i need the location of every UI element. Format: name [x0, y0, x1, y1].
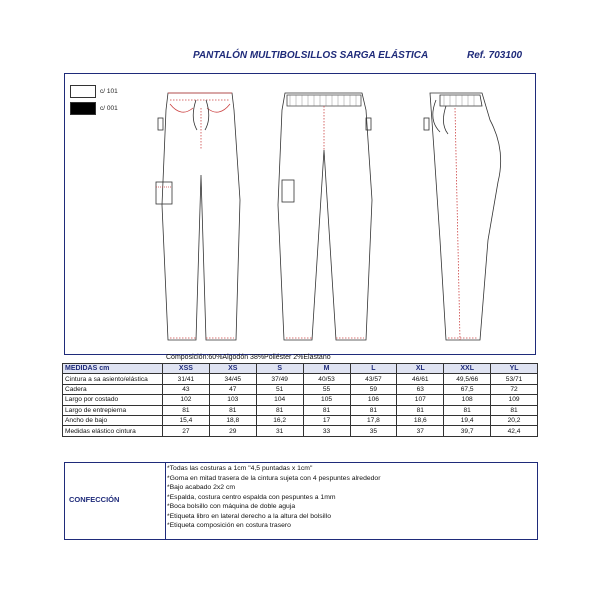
measurement-value: 18,6: [397, 415, 444, 425]
table-row: [63, 426, 538, 436]
measurement-value: 81: [491, 405, 538, 415]
measurement-value: 59: [350, 384, 397, 394]
measurement-value: 20,2: [491, 415, 538, 425]
measurement-value: 81: [303, 405, 350, 415]
list-item: *Boca bolsillo con máquina de doble aguja: [167, 503, 296, 510]
size-header: XSS: [163, 364, 210, 374]
measurement-value: 51: [256, 384, 303, 394]
measurement-label: Largo de entrepierna: [63, 405, 163, 415]
list-item: *Todas las costuras a 1cm "4,5 puntadas x 1cm": [167, 465, 313, 472]
table-row: [63, 395, 538, 405]
measurement-value: 103: [209, 395, 256, 405]
measurement-value: 81: [256, 405, 303, 415]
measurement-label: Cintura a sa asiento/elástica: [63, 374, 163, 384]
measurement-value: 16,2: [256, 415, 303, 425]
measurement-label: Cadera: [63, 384, 163, 394]
color-swatch-black: [70, 102, 96, 115]
size-header: YL: [491, 364, 538, 374]
list-item: *Bajo acabado 2x2 cm: [167, 484, 236, 491]
measurement-value: 35: [350, 426, 397, 436]
confeccion-divider: [165, 463, 166, 539]
confeccion-box: [64, 462, 538, 540]
measurement-label: Medidas elástico cintura: [63, 426, 163, 436]
measurement-value: 19,4: [444, 415, 491, 425]
table-row: [63, 374, 538, 384]
table-row: [63, 405, 538, 415]
measurement-label: Ancho de bajo: [63, 415, 163, 425]
measurement-value: 81: [163, 405, 210, 415]
measurement-value: 47: [209, 384, 256, 394]
measurement-value: 72: [491, 384, 538, 394]
measurement-value: 104: [256, 395, 303, 405]
measurement-value: 55: [303, 384, 350, 394]
measurement-value: 31: [256, 426, 303, 436]
table-row: [63, 384, 538, 394]
measurements-table: [62, 363, 538, 437]
list-item: *Etiqueta libro en lateral derecho a la altura del bolsillo: [167, 512, 331, 520]
measurement-value: 81: [444, 405, 491, 415]
measurement-value: 17: [303, 415, 350, 425]
confeccion-list: [167, 464, 380, 531]
measurement-value: 81: [397, 405, 444, 415]
measurement-value: 37/49: [256, 374, 303, 384]
measurement-value: 46/61: [397, 374, 444, 384]
measurements-header-row: [63, 364, 538, 374]
size-header: M: [303, 364, 350, 374]
measurement-value: 81: [350, 405, 397, 415]
size-header: L: [350, 364, 397, 374]
list-item: *Espalda, costura centro espalda con pespuntes a 1mm: [167, 493, 336, 501]
measurement-value: 39,7: [444, 426, 491, 436]
measurement-value: 102: [163, 395, 210, 405]
measurement-value: 42,4: [491, 426, 538, 436]
size-header: S: [256, 364, 303, 374]
measurement-value: 40/53: [303, 374, 350, 384]
measurement-value: 49,5/66: [444, 374, 491, 384]
measurement-value: 29: [209, 426, 256, 436]
measurement-value: 43: [163, 384, 210, 394]
measurement-value: 18,8: [209, 415, 256, 425]
measurement-value: 107: [397, 395, 444, 405]
color-label-white: c/ 101: [100, 88, 118, 95]
measurement-value: 17,8: [350, 415, 397, 425]
measurement-value: 34/45: [209, 374, 256, 384]
measurement-value: 31/41: [163, 374, 210, 384]
list-item: *Goma en mitad trasera de la cintura sujeta con 4 pespuntes alrededor: [167, 474, 381, 482]
confeccion-title: CONFECCIÓN: [69, 495, 120, 504]
measurement-value: 108: [444, 395, 491, 405]
measurement-value: 37: [397, 426, 444, 436]
header-reference: Ref. 703100: [467, 50, 523, 61]
measurement-value: 109: [491, 395, 538, 405]
size-header: XL: [397, 364, 444, 374]
measurement-value: 105: [303, 395, 350, 405]
header-title: PANTALÓN MULTIBOLSILLOS SARGA ELÁSTICA: [193, 50, 429, 61]
size-header: XS: [209, 364, 256, 374]
table-row: [63, 415, 538, 425]
color-swatch-white: [70, 85, 96, 98]
measurement-value: 53/71: [491, 374, 538, 384]
measurement-value: 43/57: [350, 374, 397, 384]
composition-text: Composición:60%Algodón 38%Poliéster 2%Elastano: [166, 354, 331, 361]
measurement-value: 67,5: [444, 384, 491, 394]
measurement-value: 27: [163, 426, 210, 436]
measurement-value: 106: [350, 395, 397, 405]
measurement-value: 81: [209, 405, 256, 415]
size-header: XXL: [444, 364, 491, 374]
measurement-value: 63: [397, 384, 444, 394]
measurement-value: 33: [303, 426, 350, 436]
measurement-value: 15,4: [163, 415, 210, 425]
measurement-label: Largo por costado: [63, 395, 163, 405]
color-label-black: c/ 001: [100, 105, 118, 112]
list-item: *Etiqueta composición en costura trasero: [167, 522, 291, 529]
drawing-frame: [64, 73, 536, 355]
measurements-header-label: MEDIDAS cm: [63, 364, 163, 374]
